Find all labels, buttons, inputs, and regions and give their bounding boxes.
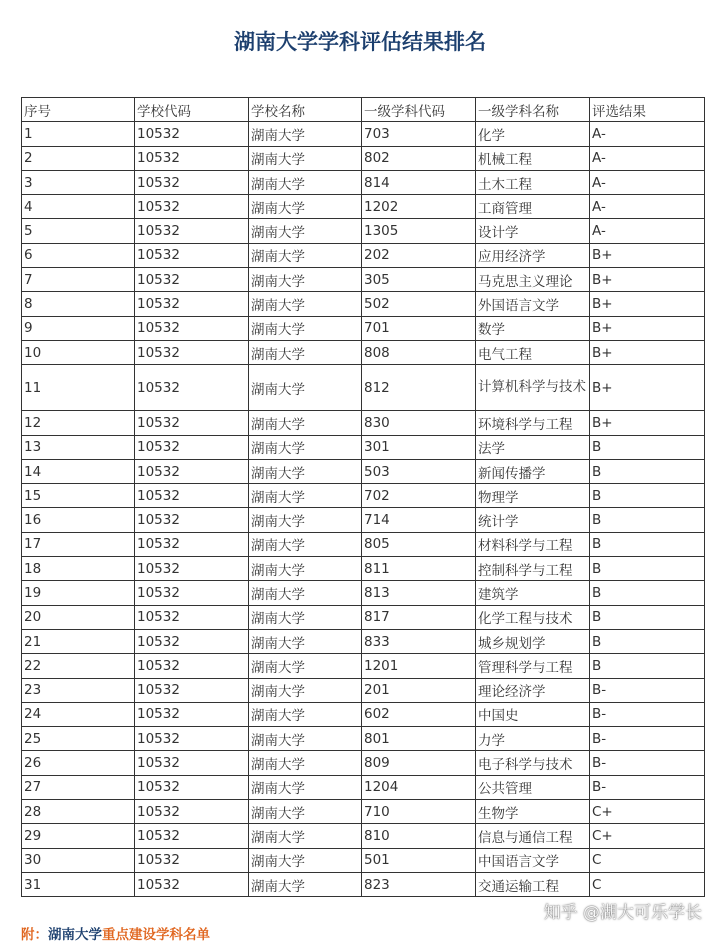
cell-school-code: 10532 bbox=[135, 751, 249, 775]
cell-school-code: 10532 bbox=[135, 316, 249, 340]
cell-subject-code: 830 bbox=[362, 411, 476, 435]
table-row bbox=[22, 243, 705, 267]
page-title: 湖南大学学科评估结果排名 bbox=[234, 30, 486, 54]
table-row bbox=[22, 532, 705, 556]
cell-result: B bbox=[590, 508, 705, 532]
zhihu-watermark: 知乎 @湖大可乐学长 bbox=[543, 903, 702, 923]
footer-link-key-disciplines[interactable]: 重点建设学科名单 bbox=[102, 927, 210, 943]
cell-school-code: 10532 bbox=[135, 824, 249, 848]
header-cell-subject-name: 一级学科名称 bbox=[476, 98, 590, 122]
cell-school-name: 湖南大学 bbox=[249, 775, 362, 799]
cell-subject-code: 801 bbox=[362, 727, 476, 751]
cell-subject-name: 化学工程与技术 bbox=[476, 605, 590, 629]
cell-subject-name: 建筑学 bbox=[476, 581, 590, 605]
cell-subject-code: 1204 bbox=[362, 775, 476, 799]
table-row bbox=[22, 292, 705, 316]
cell-index: 18 bbox=[22, 557, 135, 581]
cell-school-name: 湖南大学 bbox=[249, 435, 362, 459]
cell-school-name: 湖南大学 bbox=[249, 411, 362, 435]
cell-school-code: 10532 bbox=[135, 532, 249, 556]
cell-school-name: 湖南大学 bbox=[249, 557, 362, 581]
cell-index: 27 bbox=[22, 775, 135, 799]
cell-index: 26 bbox=[22, 751, 135, 775]
cell-subject-name: 城乡规划学 bbox=[476, 629, 590, 653]
cell-index: 7 bbox=[22, 268, 135, 292]
cell-school-name: 湖南大学 bbox=[249, 508, 362, 532]
cell-index: 3 bbox=[22, 170, 135, 194]
cell-school-code: 10532 bbox=[135, 195, 249, 219]
cell-index: 12 bbox=[22, 411, 135, 435]
cell-school-code: 10532 bbox=[135, 557, 249, 581]
header-cell-subject-code: 一级学科代码 bbox=[362, 98, 476, 122]
cell-subject-name: 生物学 bbox=[476, 800, 590, 824]
cell-subject-name: 土木工程 bbox=[476, 170, 590, 194]
cell-subject-code: 808 bbox=[362, 340, 476, 364]
cell-school-name: 湖南大学 bbox=[249, 292, 362, 316]
cell-result: B+ bbox=[590, 292, 705, 316]
cell-index: 5 bbox=[22, 219, 135, 243]
cell-school-code: 10532 bbox=[135, 170, 249, 194]
table-row bbox=[22, 170, 705, 194]
cell-result: B+ bbox=[590, 316, 705, 340]
cell-school-name: 湖南大学 bbox=[249, 268, 362, 292]
header-cell-school-code: 学校代码 bbox=[135, 98, 249, 122]
cell-subject-code: 714 bbox=[362, 508, 476, 532]
cell-result: A- bbox=[590, 122, 705, 146]
cell-school-code: 10532 bbox=[135, 702, 249, 726]
cell-school-code: 10532 bbox=[135, 146, 249, 170]
cell-subject-code: 710 bbox=[362, 800, 476, 824]
cell-school-name: 湖南大学 bbox=[249, 459, 362, 483]
cell-result: C+ bbox=[590, 800, 705, 824]
cell-result: A- bbox=[590, 219, 705, 243]
cell-school-code: 10532 bbox=[135, 775, 249, 799]
cell-school-code: 10532 bbox=[135, 268, 249, 292]
cell-index: 22 bbox=[22, 654, 135, 678]
cell-subject-name: 交通运输工程 bbox=[476, 872, 590, 896]
table-row bbox=[22, 195, 705, 219]
cell-index: 9 bbox=[22, 316, 135, 340]
table-row bbox=[22, 557, 705, 581]
cell-school-code: 10532 bbox=[135, 727, 249, 751]
cell-subject-code: 702 bbox=[362, 484, 476, 508]
cell-result: B- bbox=[590, 775, 705, 799]
cell-index: 19 bbox=[22, 581, 135, 605]
cell-school-name: 湖南大学 bbox=[249, 872, 362, 896]
cell-index: 10 bbox=[22, 340, 135, 364]
cell-result: B bbox=[590, 435, 705, 459]
cell-index: 21 bbox=[22, 629, 135, 653]
cell-result: B- bbox=[590, 751, 705, 775]
table-row bbox=[22, 581, 705, 605]
cell-subject-code: 1305 bbox=[362, 219, 476, 243]
cell-result: B+ bbox=[590, 243, 705, 267]
cell-result: B+ bbox=[590, 340, 705, 364]
results-table bbox=[21, 97, 705, 897]
cell-index: 13 bbox=[22, 435, 135, 459]
table-row bbox=[22, 702, 705, 726]
header-cell-index: 序号 bbox=[22, 98, 135, 122]
cell-subject-code: 810 bbox=[362, 824, 476, 848]
table-row bbox=[22, 316, 705, 340]
cell-subject-name: 计算机科学与技术 bbox=[476, 365, 590, 411]
cell-result: A- bbox=[590, 146, 705, 170]
cell-subject-code: 301 bbox=[362, 435, 476, 459]
cell-subject-code: 1201 bbox=[362, 654, 476, 678]
cell-index: 8 bbox=[22, 292, 135, 316]
cell-result: B bbox=[590, 629, 705, 653]
cell-subject-name: 电子科学与技术 bbox=[476, 751, 590, 775]
cell-result: C bbox=[590, 872, 705, 896]
cell-school-name: 湖南大学 bbox=[249, 848, 362, 872]
cell-subject-name: 物理学 bbox=[476, 484, 590, 508]
cell-index: 24 bbox=[22, 702, 135, 726]
cell-result: C bbox=[590, 848, 705, 872]
cell-school-name: 湖南大学 bbox=[249, 702, 362, 726]
cell-result: B+ bbox=[590, 268, 705, 292]
cell-school-code: 10532 bbox=[135, 340, 249, 364]
cell-subject-name: 应用经济学 bbox=[476, 243, 590, 267]
cell-index: 6 bbox=[22, 243, 135, 267]
cell-school-code: 10532 bbox=[135, 581, 249, 605]
cell-subject-code: 823 bbox=[362, 872, 476, 896]
cell-subject-name: 管理科学与工程 bbox=[476, 654, 590, 678]
cell-subject-name: 力学 bbox=[476, 727, 590, 751]
cell-school-name: 湖南大学 bbox=[249, 678, 362, 702]
cell-school-name: 湖南大学 bbox=[249, 581, 362, 605]
footer-prefix: 附： bbox=[21, 927, 48, 943]
cell-school-code: 10532 bbox=[135, 219, 249, 243]
cell-index: 2 bbox=[22, 146, 135, 170]
cell-school-name: 湖南大学 bbox=[249, 122, 362, 146]
cell-school-name: 湖南大学 bbox=[249, 365, 362, 411]
cell-subject-name: 中国语言文学 bbox=[476, 848, 590, 872]
cell-school-name: 湖南大学 bbox=[249, 751, 362, 775]
cell-result: B- bbox=[590, 727, 705, 751]
cell-subject-name: 设计学 bbox=[476, 219, 590, 243]
cell-subject-name: 外国语言文学 bbox=[476, 292, 590, 316]
cell-index: 1 bbox=[22, 122, 135, 146]
table-row bbox=[22, 800, 705, 824]
cell-subject-name: 中国史 bbox=[476, 702, 590, 726]
footer-note bbox=[21, 923, 210, 943]
cell-subject-name: 电气工程 bbox=[476, 340, 590, 364]
cell-result: C+ bbox=[590, 824, 705, 848]
footer-school[interactable]: 湖南大学 bbox=[48, 927, 102, 943]
cell-school-code: 10532 bbox=[135, 605, 249, 629]
cell-school-name: 湖南大学 bbox=[249, 484, 362, 508]
cell-result: B bbox=[590, 605, 705, 629]
cell-subject-name: 材料科学与工程 bbox=[476, 532, 590, 556]
cell-subject-name: 统计学 bbox=[476, 508, 590, 532]
cell-result: B- bbox=[590, 702, 705, 726]
cell-result: B bbox=[590, 654, 705, 678]
cell-index: 17 bbox=[22, 532, 135, 556]
cell-subject-code: 805 bbox=[362, 532, 476, 556]
cell-index: 20 bbox=[22, 605, 135, 629]
cell-school-code: 10532 bbox=[135, 848, 249, 872]
cell-subject-name: 数学 bbox=[476, 316, 590, 340]
cell-school-code: 10532 bbox=[135, 243, 249, 267]
cell-school-name: 湖南大学 bbox=[249, 195, 362, 219]
cell-school-name: 湖南大学 bbox=[249, 340, 362, 364]
cell-subject-code: 502 bbox=[362, 292, 476, 316]
cell-index: 11 bbox=[22, 365, 135, 411]
cell-school-code: 10532 bbox=[135, 459, 249, 483]
cell-school-name: 湖南大学 bbox=[249, 629, 362, 653]
cell-result: B- bbox=[590, 678, 705, 702]
cell-subject-code: 802 bbox=[362, 146, 476, 170]
cell-school-code: 10532 bbox=[135, 654, 249, 678]
table-row bbox=[22, 629, 705, 653]
cell-school-code: 10532 bbox=[135, 872, 249, 896]
cell-index: 28 bbox=[22, 800, 135, 824]
table-row bbox=[22, 411, 705, 435]
cell-index: 23 bbox=[22, 678, 135, 702]
cell-school-name: 湖南大学 bbox=[249, 800, 362, 824]
cell-school-code: 10532 bbox=[135, 508, 249, 532]
cell-subject-code: 602 bbox=[362, 702, 476, 726]
cell-result: B+ bbox=[590, 365, 705, 411]
cell-subject-code: 813 bbox=[362, 581, 476, 605]
cell-subject-code: 501 bbox=[362, 848, 476, 872]
table-row bbox=[22, 508, 705, 532]
cell-subject-code: 201 bbox=[362, 678, 476, 702]
table-body bbox=[22, 122, 705, 897]
cell-subject-name: 公共管理 bbox=[476, 775, 590, 799]
cell-school-name: 湖南大学 bbox=[249, 824, 362, 848]
cell-result: B bbox=[590, 459, 705, 483]
cell-subject-code: 833 bbox=[362, 629, 476, 653]
cell-result: B bbox=[590, 557, 705, 581]
cell-index: 29 bbox=[22, 824, 135, 848]
cell-subject-name: 环境科学与工程 bbox=[476, 411, 590, 435]
table-row bbox=[22, 751, 705, 775]
cell-subject-code: 305 bbox=[362, 268, 476, 292]
table-row bbox=[22, 122, 705, 146]
table-row bbox=[22, 268, 705, 292]
cell-school-code: 10532 bbox=[135, 484, 249, 508]
cell-subject-name: 马克思主义理论 bbox=[476, 268, 590, 292]
cell-school-name: 湖南大学 bbox=[249, 170, 362, 194]
cell-school-name: 湖南大学 bbox=[249, 654, 362, 678]
cell-school-code: 10532 bbox=[135, 629, 249, 653]
table-row bbox=[22, 459, 705, 483]
cell-index: 4 bbox=[22, 195, 135, 219]
header-cell-result: 评选结果 bbox=[590, 98, 705, 122]
cell-school-code: 10532 bbox=[135, 292, 249, 316]
cell-result: A- bbox=[590, 195, 705, 219]
table-row bbox=[22, 848, 705, 872]
cell-result: A- bbox=[590, 170, 705, 194]
header-cell-school-name: 学校名称 bbox=[249, 98, 362, 122]
table-row bbox=[22, 727, 705, 751]
cell-subject-name: 控制科学与工程 bbox=[476, 557, 590, 581]
cell-index: 30 bbox=[22, 848, 135, 872]
cell-school-name: 湖南大学 bbox=[249, 316, 362, 340]
table-row bbox=[22, 365, 705, 411]
cell-subject-name: 工商管理 bbox=[476, 195, 590, 219]
table-row bbox=[22, 824, 705, 848]
cell-subject-name: 化学 bbox=[476, 122, 590, 146]
table-row bbox=[22, 340, 705, 364]
cell-school-name: 湖南大学 bbox=[249, 146, 362, 170]
cell-result: B bbox=[590, 484, 705, 508]
cell-subject-name: 新闻传播学 bbox=[476, 459, 590, 483]
cell-subject-name: 法学 bbox=[476, 435, 590, 459]
cell-school-code: 10532 bbox=[135, 365, 249, 411]
table-row bbox=[22, 678, 705, 702]
cell-result: B bbox=[590, 532, 705, 556]
table-row bbox=[22, 872, 705, 896]
cell-school-name: 湖南大学 bbox=[249, 605, 362, 629]
table-header-row bbox=[22, 98, 705, 122]
table-row bbox=[22, 146, 705, 170]
cell-subject-code: 817 bbox=[362, 605, 476, 629]
table-row bbox=[22, 435, 705, 459]
cell-index: 31 bbox=[22, 872, 135, 896]
cell-subject-code: 1202 bbox=[362, 195, 476, 219]
cell-index: 15 bbox=[22, 484, 135, 508]
table-row bbox=[22, 219, 705, 243]
cell-subject-code: 812 bbox=[362, 365, 476, 411]
cell-subject-code: 811 bbox=[362, 557, 476, 581]
cell-subject-code: 809 bbox=[362, 751, 476, 775]
cell-index: 14 bbox=[22, 459, 135, 483]
table-row bbox=[22, 484, 705, 508]
cell-subject-code: 503 bbox=[362, 459, 476, 483]
cell-school-code: 10532 bbox=[135, 435, 249, 459]
cell-result: B bbox=[590, 581, 705, 605]
cell-subject-code: 703 bbox=[362, 122, 476, 146]
cell-school-name: 湖南大学 bbox=[249, 727, 362, 751]
table-row bbox=[22, 605, 705, 629]
cell-subject-name: 理论经济学 bbox=[476, 678, 590, 702]
cell-school-code: 10532 bbox=[135, 678, 249, 702]
cell-index: 25 bbox=[22, 727, 135, 751]
cell-subject-name: 机械工程 bbox=[476, 146, 590, 170]
cell-subject-code: 701 bbox=[362, 316, 476, 340]
cell-school-name: 湖南大学 bbox=[249, 243, 362, 267]
cell-school-name: 湖南大学 bbox=[249, 532, 362, 556]
cell-subject-code: 814 bbox=[362, 170, 476, 194]
cell-school-code: 10532 bbox=[135, 122, 249, 146]
cell-subject-code: 202 bbox=[362, 243, 476, 267]
cell-school-name: 湖南大学 bbox=[249, 219, 362, 243]
table-row bbox=[22, 654, 705, 678]
cell-subject-name: 信息与通信工程 bbox=[476, 824, 590, 848]
table-row bbox=[22, 775, 705, 799]
cell-index: 16 bbox=[22, 508, 135, 532]
cell-result: B+ bbox=[590, 411, 705, 435]
cell-school-code: 10532 bbox=[135, 800, 249, 824]
cell-school-code: 10532 bbox=[135, 411, 249, 435]
